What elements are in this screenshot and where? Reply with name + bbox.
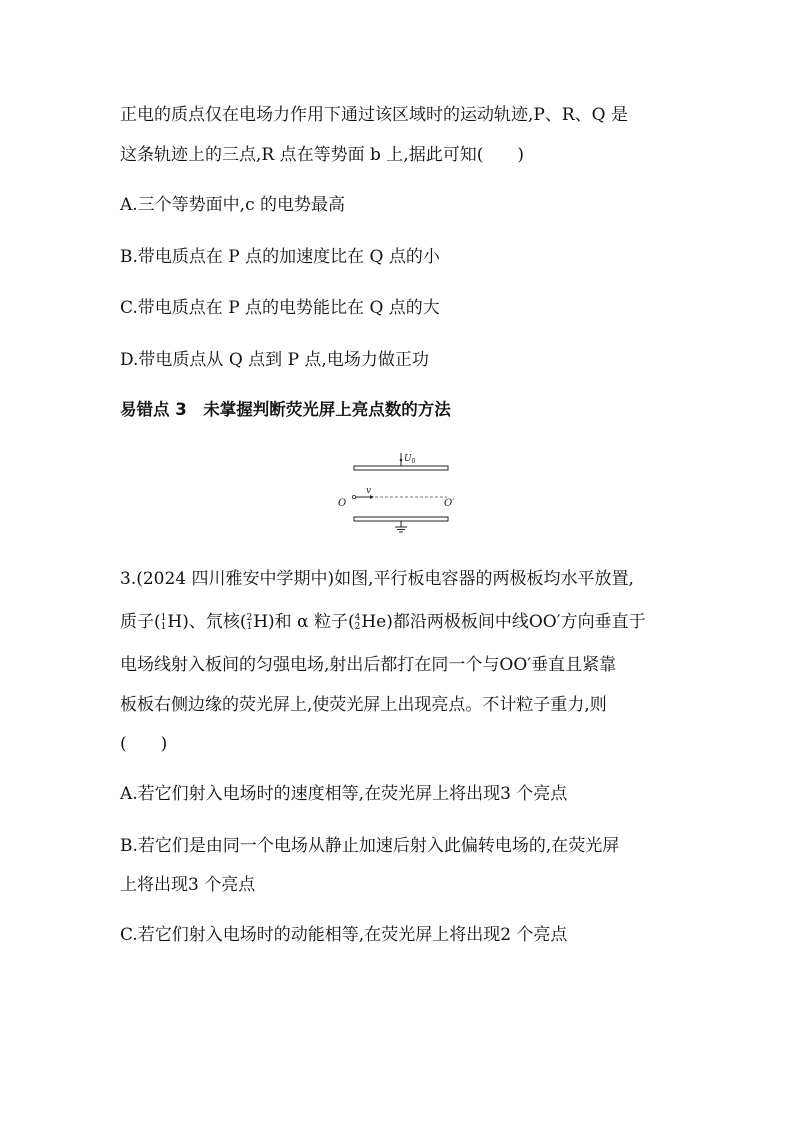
deuteron-nuclide-numbers (246, 614, 252, 632)
proton-charge-number: 1 (160, 621, 167, 632)
alpha-mass-number: 4 (354, 612, 361, 623)
o-prime-label: O′ (444, 498, 455, 509)
question-3-line-3: 电场线射入板间的匀强电场,射出后都打在同一个与OO′垂直且紧靠 (120, 655, 617, 675)
question-3-line-2 (120, 610, 646, 634)
v-label: v (366, 486, 372, 496)
option-d: D.带电质点从 Q 点到 P 点,电场力做正功 (120, 350, 429, 370)
option-b: B.带电质点在 P 点的加速度比在 Q 点的小 (120, 247, 440, 267)
q3-text-proton-prefix: 质子( (120, 612, 161, 632)
bottom-plate (354, 517, 448, 521)
u0-terminal-dot (400, 459, 403, 462)
question-3-option-a: A.若它们射入电场时的速度相等,在荧光屏上将出现3 个亮点 (120, 784, 568, 804)
question-3-answer-bracket: ( ) (120, 734, 168, 754)
u0-label: $U_0$ (404, 454, 416, 465)
question-3-line-1: 3.(2024 四川雅安中学期中)如图,平行板电容器的两极板均水平放置, (120, 569, 634, 589)
entry-point (352, 495, 355, 498)
q3-text-alpha-prefix: H)和 α 粒子( (253, 612, 355, 632)
proton-nuclide-numbers (161, 614, 167, 632)
alpha-nuclide-numbers (355, 614, 361, 632)
problem-text-line-2: 这条轨迹上的三点,R 点在等势面 b 上,据此可知( ) (120, 145, 524, 165)
question-3-option-b-line-1: B.若它们是由同一个电场从静止加速后射入此偏转电场的,在荧光屏 (120, 836, 620, 856)
q3-text-deuteron-prefix: H)、氘核( (167, 612, 247, 632)
top-plate (354, 466, 448, 470)
section-heading: 易错点 3 未掌握判断荧光屏上亮点数的方法 (120, 400, 451, 419)
capacitor-diagram (330, 445, 460, 537)
option-a: A.三个等势面中,c 的电势最高 (120, 195, 346, 215)
problem-text-line-1: 正电的质点仅在电场力作用下通过该区域时的运动轨迹,P、R、Q 是 (120, 105, 628, 125)
deuteron-mass-number: 2 (246, 612, 253, 623)
question-3-option-b-line-2: 上将出现3 个亮点 (120, 875, 256, 895)
question-3-option-c: C.若它们射入电场时的动能相等,在荧光屏上将出现2 个亮点 (120, 925, 568, 945)
deuteron-charge-number: 1 (246, 621, 253, 632)
option-c: C.带电质点在 P 点的电势能比在 Q 点的大 (120, 298, 440, 318)
q3-text-line-2-rest: He)都沿两极板间中线OO′方向垂直于 (361, 612, 646, 632)
alpha-charge-number: 2 (354, 621, 361, 632)
proton-mass-number: 1 (160, 612, 167, 623)
question-3-line-4: 板板右侧边缘的荧光屏上,使荧光屏上出现亮点。不计粒子重力,则 (120, 695, 607, 715)
o-label: O (338, 498, 347, 509)
u0-subscript: 0 (411, 458, 416, 465)
